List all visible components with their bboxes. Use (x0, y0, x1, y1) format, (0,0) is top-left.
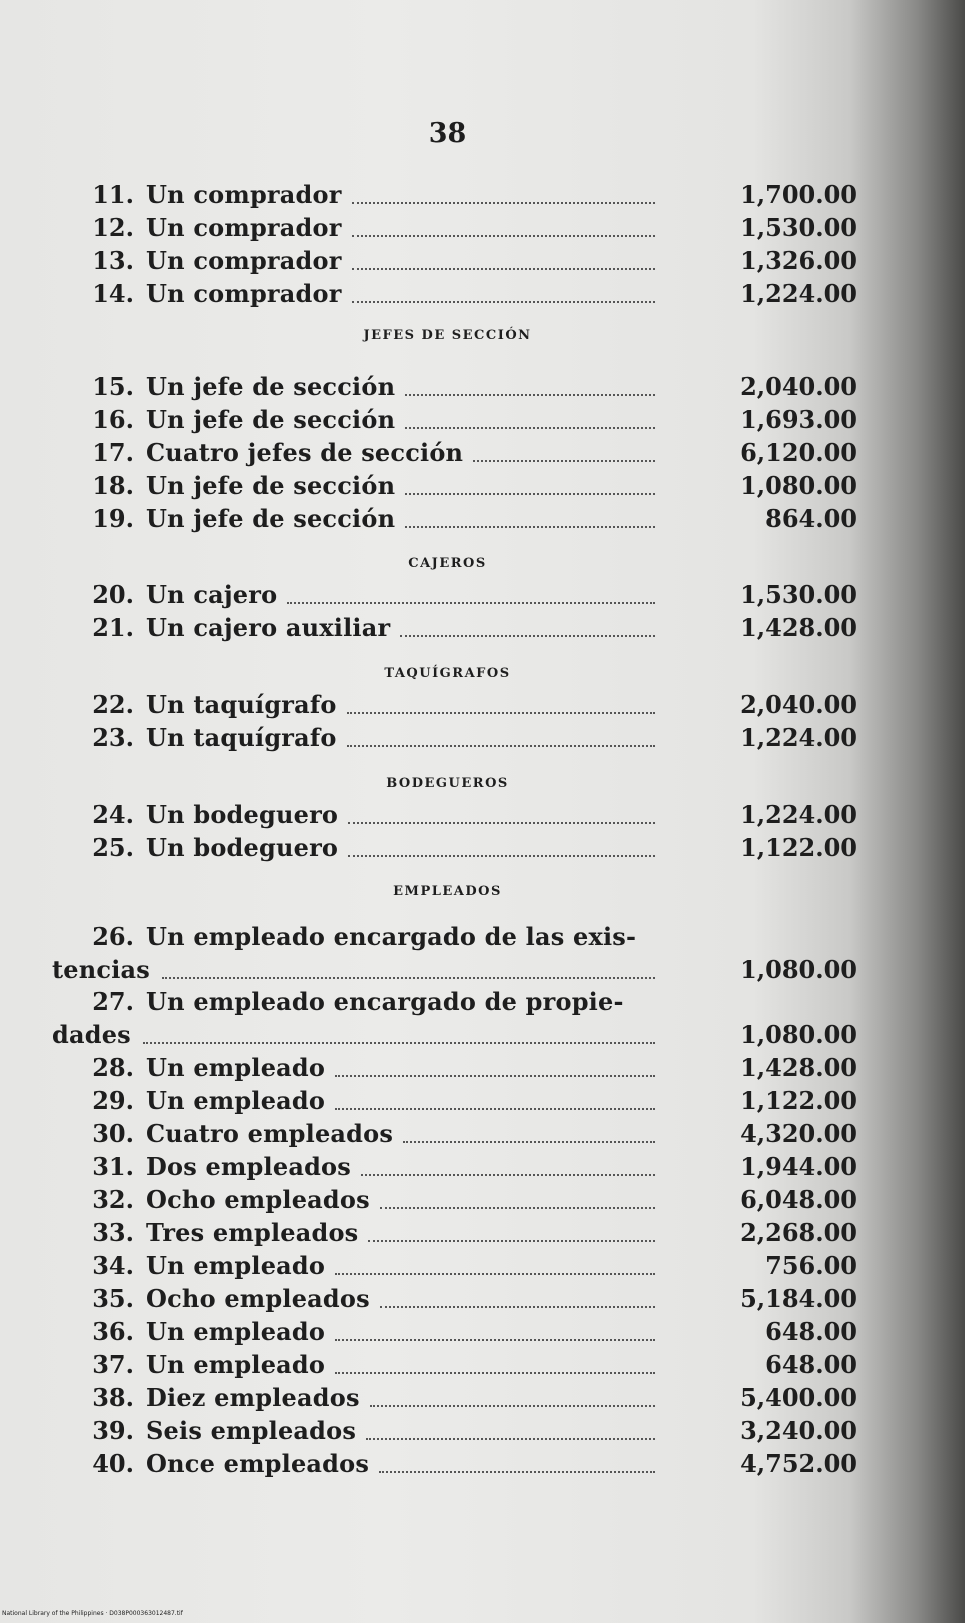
list-item-continuation (0, 1020, 965, 1054)
item-number: 38. (92, 1383, 134, 1412)
list-item (0, 372, 965, 406)
dot-leader (347, 745, 655, 747)
item-number: 40. (92, 1449, 134, 1478)
item-description: Un taquígrafo (146, 690, 337, 719)
dot-leader (473, 460, 655, 462)
item-number: 36. (92, 1317, 134, 1346)
item-amount: 864.00 (765, 504, 857, 533)
item-number: 23. (92, 723, 134, 752)
list-item (0, 213, 965, 247)
item-description: Un comprador (146, 246, 342, 275)
item-number: 29. (92, 1086, 134, 1115)
list-item (0, 180, 965, 214)
item-amount: 1,530.00 (740, 213, 857, 242)
item-amount: 3,240.00 (740, 1416, 857, 1445)
item-amount: 1,224.00 (740, 723, 857, 752)
item-description: Un comprador (146, 180, 342, 209)
item-number: 34. (92, 1251, 134, 1280)
list-item (0, 1152, 965, 1186)
item-amount: 1,693.00 (740, 405, 857, 434)
item-description: Un empleado (146, 1350, 326, 1379)
dot-leader (366, 1438, 655, 1440)
item-number: 18. (92, 471, 134, 500)
item-amount: 4,752.00 (740, 1449, 857, 1478)
dot-leader (352, 301, 655, 303)
item-number: 22. (92, 690, 134, 719)
dot-leader (405, 427, 655, 429)
item-description: Diez empleados (146, 1383, 360, 1412)
list-item-continuation (0, 955, 965, 989)
list-item (0, 1284, 965, 1318)
item-number: 12. (92, 213, 134, 242)
list-item (0, 1449, 965, 1483)
dot-leader (335, 1339, 655, 1341)
dot-leader (352, 268, 655, 270)
dot-leader (347, 712, 655, 714)
item-amount: 6,048.00 (740, 1185, 857, 1214)
item-amount: 1,224.00 (740, 800, 857, 829)
item-amount: 1,428.00 (740, 613, 857, 642)
list-item (0, 833, 965, 867)
dot-leader (335, 1075, 655, 1077)
item-amount: 648.00 (765, 1350, 857, 1379)
item-description: Tres empleados (146, 1218, 359, 1247)
item-amount: 6,120.00 (740, 438, 857, 467)
dot-leader (361, 1174, 655, 1176)
item-number: 19. (92, 504, 134, 533)
item-amount: 1,224.00 (740, 279, 857, 308)
list-item (0, 723, 965, 757)
item-amount: 5,184.00 (740, 1284, 857, 1313)
item-amount: 1,326.00 (740, 246, 857, 275)
item-number: 21. (92, 613, 134, 642)
item-description: Un empleado (146, 1251, 326, 1280)
item-number: 17. (92, 438, 134, 467)
item-number: 30. (92, 1119, 134, 1148)
item-amount: 1,428.00 (740, 1053, 857, 1082)
item-number: 35. (92, 1284, 134, 1313)
item-amount: 1,080.00 (740, 955, 857, 984)
item-number: 39. (92, 1416, 134, 1445)
item-number: 16. (92, 405, 134, 434)
dot-leader (380, 1207, 655, 1209)
item-amount: 1,122.00 (740, 833, 857, 862)
item-description: Seis empleados (146, 1416, 357, 1445)
dot-leader (380, 1306, 655, 1308)
list-item (0, 987, 965, 1021)
page-number: 38 (428, 118, 467, 149)
item-description: Un empleado encargado de propie- (146, 987, 624, 1016)
dot-leader (403, 1141, 655, 1143)
item-amount: 2,040.00 (740, 690, 857, 719)
list-item (0, 504, 965, 538)
item-description: Un jefe de sección (146, 504, 396, 533)
item-amount: 1,530.00 (740, 580, 857, 609)
dot-leader (400, 635, 655, 637)
item-number: 20. (92, 580, 134, 609)
item-amount: 1,700.00 (740, 180, 857, 209)
item-number: 13. (92, 246, 134, 275)
list-item (0, 690, 965, 724)
list-item (0, 922, 965, 956)
item-amount: 2,040.00 (740, 372, 857, 401)
list-item (0, 1251, 965, 1285)
item-amount: 756.00 (765, 1251, 857, 1280)
item-description: Un comprador (146, 213, 342, 242)
section-header: CAJEROS (408, 556, 487, 571)
dot-leader (335, 1372, 655, 1374)
dot-leader (405, 493, 655, 495)
item-amount: 1,080.00 (740, 1020, 857, 1049)
item-number: 11. (92, 180, 134, 209)
dot-leader (368, 1240, 655, 1242)
item-amount: 1,122.00 (740, 1086, 857, 1115)
dot-leader (348, 822, 655, 824)
dot-leader (287, 602, 655, 604)
item-number: 15. (92, 372, 134, 401)
dot-leader (335, 1108, 655, 1110)
dot-leader (162, 977, 655, 979)
item-description: Un jefe de sección (146, 471, 396, 500)
list-item (0, 1317, 965, 1351)
list-item (0, 438, 965, 472)
list-item (0, 405, 965, 439)
item-description: Un bodeguero (146, 833, 339, 862)
scan-footer-note: National Library of the Philippines · D038P000363012487.tif (2, 1610, 183, 1617)
item-description: Dos empleados (146, 1152, 351, 1181)
item-description: Un cajero (146, 580, 278, 609)
item-number: 25. (92, 833, 134, 862)
item-number: 37. (92, 1350, 134, 1379)
item-description: Un empleado encargado de las exis- (146, 922, 637, 951)
dot-leader (379, 1471, 655, 1473)
item-amount: 5,400.00 (740, 1383, 857, 1412)
item-description: Un jefe de sección (146, 405, 396, 434)
list-item (0, 1086, 965, 1120)
item-description: Un bodeguero (146, 800, 339, 829)
list-item (0, 246, 965, 280)
list-item (0, 580, 965, 614)
item-amount: 1,944.00 (740, 1152, 857, 1181)
item-amount: 1,080.00 (740, 471, 857, 500)
item-amount: 4,320.00 (740, 1119, 857, 1148)
item-description: Once empleados (146, 1449, 370, 1478)
item-number: 32. (92, 1185, 134, 1214)
list-item (0, 1185, 965, 1219)
item-amount: 2,268.00 (740, 1218, 857, 1247)
list-item (0, 800, 965, 834)
dot-leader (335, 1273, 655, 1275)
item-description: Un cajero auxiliar (146, 613, 391, 642)
item-description: Un empleado (146, 1317, 326, 1346)
item-description-continuation: tencias (52, 955, 150, 984)
item-number: 28. (92, 1053, 134, 1082)
item-number: 14. (92, 279, 134, 308)
dot-leader (405, 394, 655, 396)
list-item (0, 1218, 965, 1252)
section-header: EMPLEADOS (393, 884, 502, 899)
item-description: Cuatro jefes de sección (146, 438, 464, 467)
list-item (0, 279, 965, 313)
list-item (0, 613, 965, 647)
item-description: Cuatro empleados (146, 1119, 394, 1148)
item-description: Ocho empleados (146, 1185, 370, 1214)
item-description: Ocho empleados (146, 1284, 370, 1313)
item-description: Un empleado (146, 1086, 326, 1115)
list-item (0, 1383, 965, 1417)
item-number: 33. (92, 1218, 134, 1247)
item-amount: 648.00 (765, 1317, 857, 1346)
section-header: BODEGUEROS (386, 776, 509, 791)
list-item (0, 1053, 965, 1087)
item-description: Un jefe de sección (146, 372, 396, 401)
dot-leader (405, 526, 655, 528)
dot-leader (352, 202, 655, 204)
item-number: 24. (92, 800, 134, 829)
dot-leader (352, 235, 655, 237)
item-description: Un taquígrafo (146, 723, 337, 752)
list-item (0, 1350, 965, 1384)
dot-leader (143, 1042, 655, 1044)
list-item (0, 1119, 965, 1153)
item-description: Un comprador (146, 279, 342, 308)
item-number: 27. (92, 987, 134, 1016)
item-description-continuation: dades (52, 1020, 131, 1049)
item-number: 26. (92, 922, 134, 951)
section-header: TAQUÍGRAFOS (384, 666, 511, 681)
item-number: 31. (92, 1152, 134, 1181)
item-description: Un empleado (146, 1053, 326, 1082)
section-header: JEFES DE SECCIÓN (363, 328, 532, 343)
dot-leader (370, 1405, 655, 1407)
dot-leader (348, 855, 655, 857)
list-item (0, 471, 965, 505)
list-item (0, 1416, 965, 1450)
